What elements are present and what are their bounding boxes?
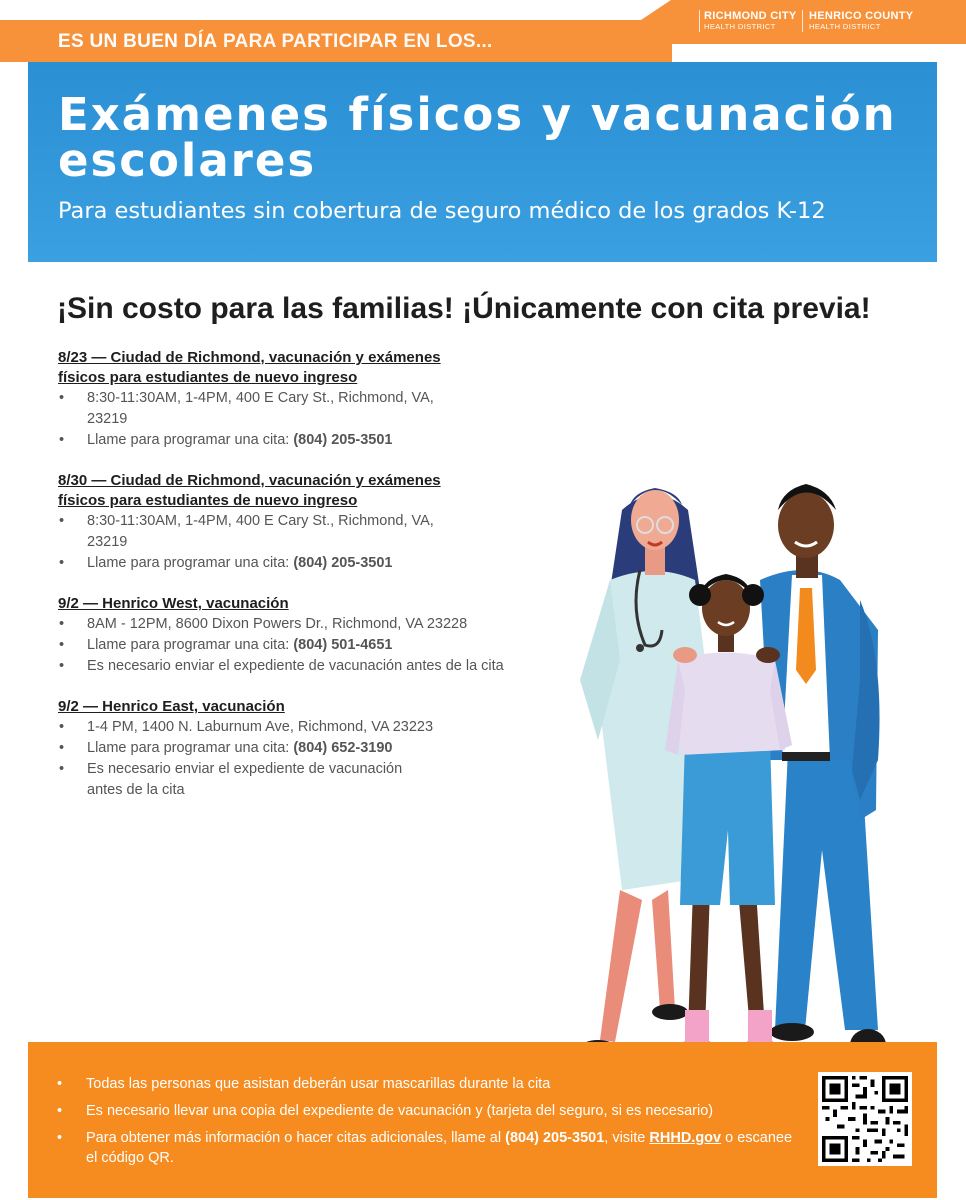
tagline-rest: PARA PARTICIPAR EN LOS... xyxy=(222,31,493,52)
richmond-logo xyxy=(704,10,797,31)
event-note: • Es necesario enviar el expediente de vacunación antes de la cita xyxy=(58,759,438,801)
henrico-logo xyxy=(809,10,913,31)
event-details: • 8:30-11:30AM, 1-4PM, 400 E Cary St., Richmond, VA, 23219 xyxy=(58,511,468,553)
event-call: • Llame para programar una cita: (804) 205-3501 xyxy=(58,553,558,574)
event-note: • Es necesario enviar el expediente de vacunación antes de la cita xyxy=(58,656,558,677)
event-title: 8/30 — Ciudad de Richmond, vacunación y exámenes físicos para estudiantes de nuevo ingreso xyxy=(58,472,441,509)
event-list xyxy=(58,348,558,821)
family-doctor-illustration xyxy=(560,470,900,1080)
qr-code[interactable] xyxy=(818,1072,912,1166)
note-records: • Es necesario llevar una copia del expediente de vacunación y (tarjeta del seguro, si es necesario) xyxy=(56,1101,796,1121)
website-link[interactable]: RHHD.gov xyxy=(649,1130,722,1146)
logo-bar xyxy=(641,0,966,44)
henrico-logo-name: HENRICO COUNTY xyxy=(809,10,914,22)
footer-notes xyxy=(28,1042,937,1198)
note-info: • Para obtener más información o hacer citas adicionales, llame al (804) 205-3501, visite RHHD.gov o escanee el código QR. xyxy=(56,1128,796,1168)
henrico-logo-sub: HEALTH DISTRICT xyxy=(809,22,881,31)
event-item xyxy=(58,348,558,451)
notes-list xyxy=(56,1074,796,1175)
richmond-logo-sub: HEALTH DISTRICT xyxy=(704,22,776,31)
phone-number: (804) 501-4651 xyxy=(293,637,393,653)
headline: ¡Sin costo para las familias! ¡Únicamente con cita previa! xyxy=(57,292,871,325)
event-title: 8/23 — Ciudad de Richmond, vacunación y exámenes físicos para estudiantes de nuevo ingreso xyxy=(58,349,441,386)
man-figure xyxy=(760,484,886,1061)
event-item xyxy=(58,471,558,574)
info-phone: (804) 205-3501 xyxy=(505,1130,605,1146)
page-title: Exámenes físicos y vacunación escolares xyxy=(58,88,897,187)
event-details: • 8:30-11:30AM, 1-4PM, 400 E Cary St., Richmond, VA, 23219 xyxy=(58,388,468,430)
event-call: • Llame para programar una cita: (804) 501-4651 xyxy=(58,635,558,656)
richmond-logo-name: RICHMOND CITY xyxy=(704,10,797,22)
tagline-bold: ES UN BUEN DÍA xyxy=(58,31,218,52)
tagline xyxy=(58,31,493,53)
event-details: • 1-4 PM, 1400 N. Laburnum Ave, Richmond, VA 23223 xyxy=(58,717,558,738)
note-masks: • Todas las personas que asistan deberán usar mascarillas durante la cita xyxy=(56,1074,796,1094)
phone-number: (804) 652-3190 xyxy=(293,740,393,756)
event-title: 9/2 — Henrico West, vacunación xyxy=(58,595,289,612)
event-call: • Llame para programar una cita: (804) 205-3501 xyxy=(58,430,558,451)
phone-number: (804) 205-3501 xyxy=(293,555,393,571)
phone-number: (804) 205-3501 xyxy=(293,432,393,448)
page-subtitle: Para estudiantes sin cobertura de seguro médico de los grados K-12 xyxy=(58,198,826,224)
event-item xyxy=(58,594,558,677)
event-call: • Llame para programar una cita: (804) 652-3190 xyxy=(58,738,558,759)
top-banner xyxy=(0,20,672,62)
event-title: 9/2 — Henrico East, vacunación xyxy=(58,698,285,715)
title-header xyxy=(28,62,937,262)
event-item xyxy=(58,697,558,801)
event-details: • 8AM - 12PM, 8600 Dixon Powers Dr., Richmond, VA 23228 xyxy=(58,614,558,635)
